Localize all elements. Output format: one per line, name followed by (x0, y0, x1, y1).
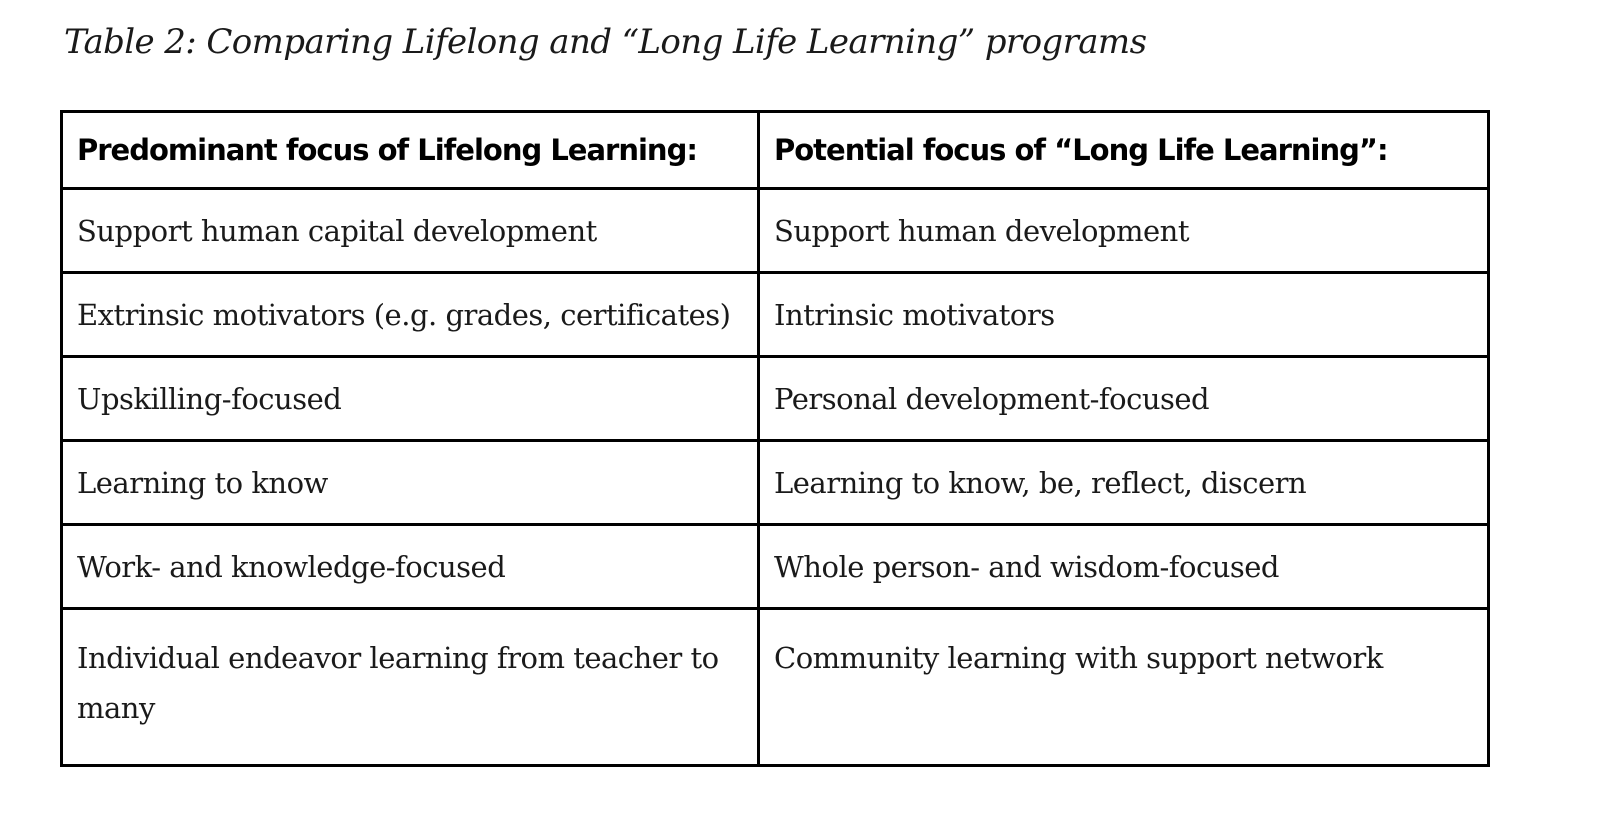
lifelong-cell: Support human capital development (62, 189, 759, 273)
long-life-cell: Personal development-focused (759, 357, 1489, 441)
table-caption: Table 2: Comparing Lifelong and “Long Life Learning” programs (64, 22, 1147, 62)
table-header-row (62, 112, 1489, 189)
lifelong-cell: Extrinsic motivators (e.g. grades, certificates) (62, 273, 759, 357)
long-life-cell: Community learning with support network (759, 609, 1489, 766)
table-row (62, 273, 1489, 357)
table-row (62, 189, 1489, 273)
table-row (62, 357, 1489, 441)
header-lifelong-learning: Predominant focus of Lifelong Learning: (62, 112, 759, 189)
lifelong-cell: Learning to know (62, 441, 759, 525)
long-life-cell: Whole person- and wisdom-focused (759, 525, 1489, 609)
table-row (62, 441, 1489, 525)
header-long-life-learning: Potential focus of “Long Life Learning”: (759, 112, 1489, 189)
long-life-cell: Learning to know, be, reflect, discern (759, 441, 1489, 525)
long-life-cell: Support human development (759, 189, 1489, 273)
table-row (62, 525, 1489, 609)
table-row (62, 609, 1489, 766)
comparison-table (60, 110, 1490, 767)
lifelong-cell: Upskilling-focused (62, 357, 759, 441)
lifelong-cell: Individual endeavor learning from teacher to many (62, 609, 759, 766)
lifelong-cell: Work- and knowledge-focused (62, 525, 759, 609)
long-life-cell: Intrinsic motivators (759, 273, 1489, 357)
